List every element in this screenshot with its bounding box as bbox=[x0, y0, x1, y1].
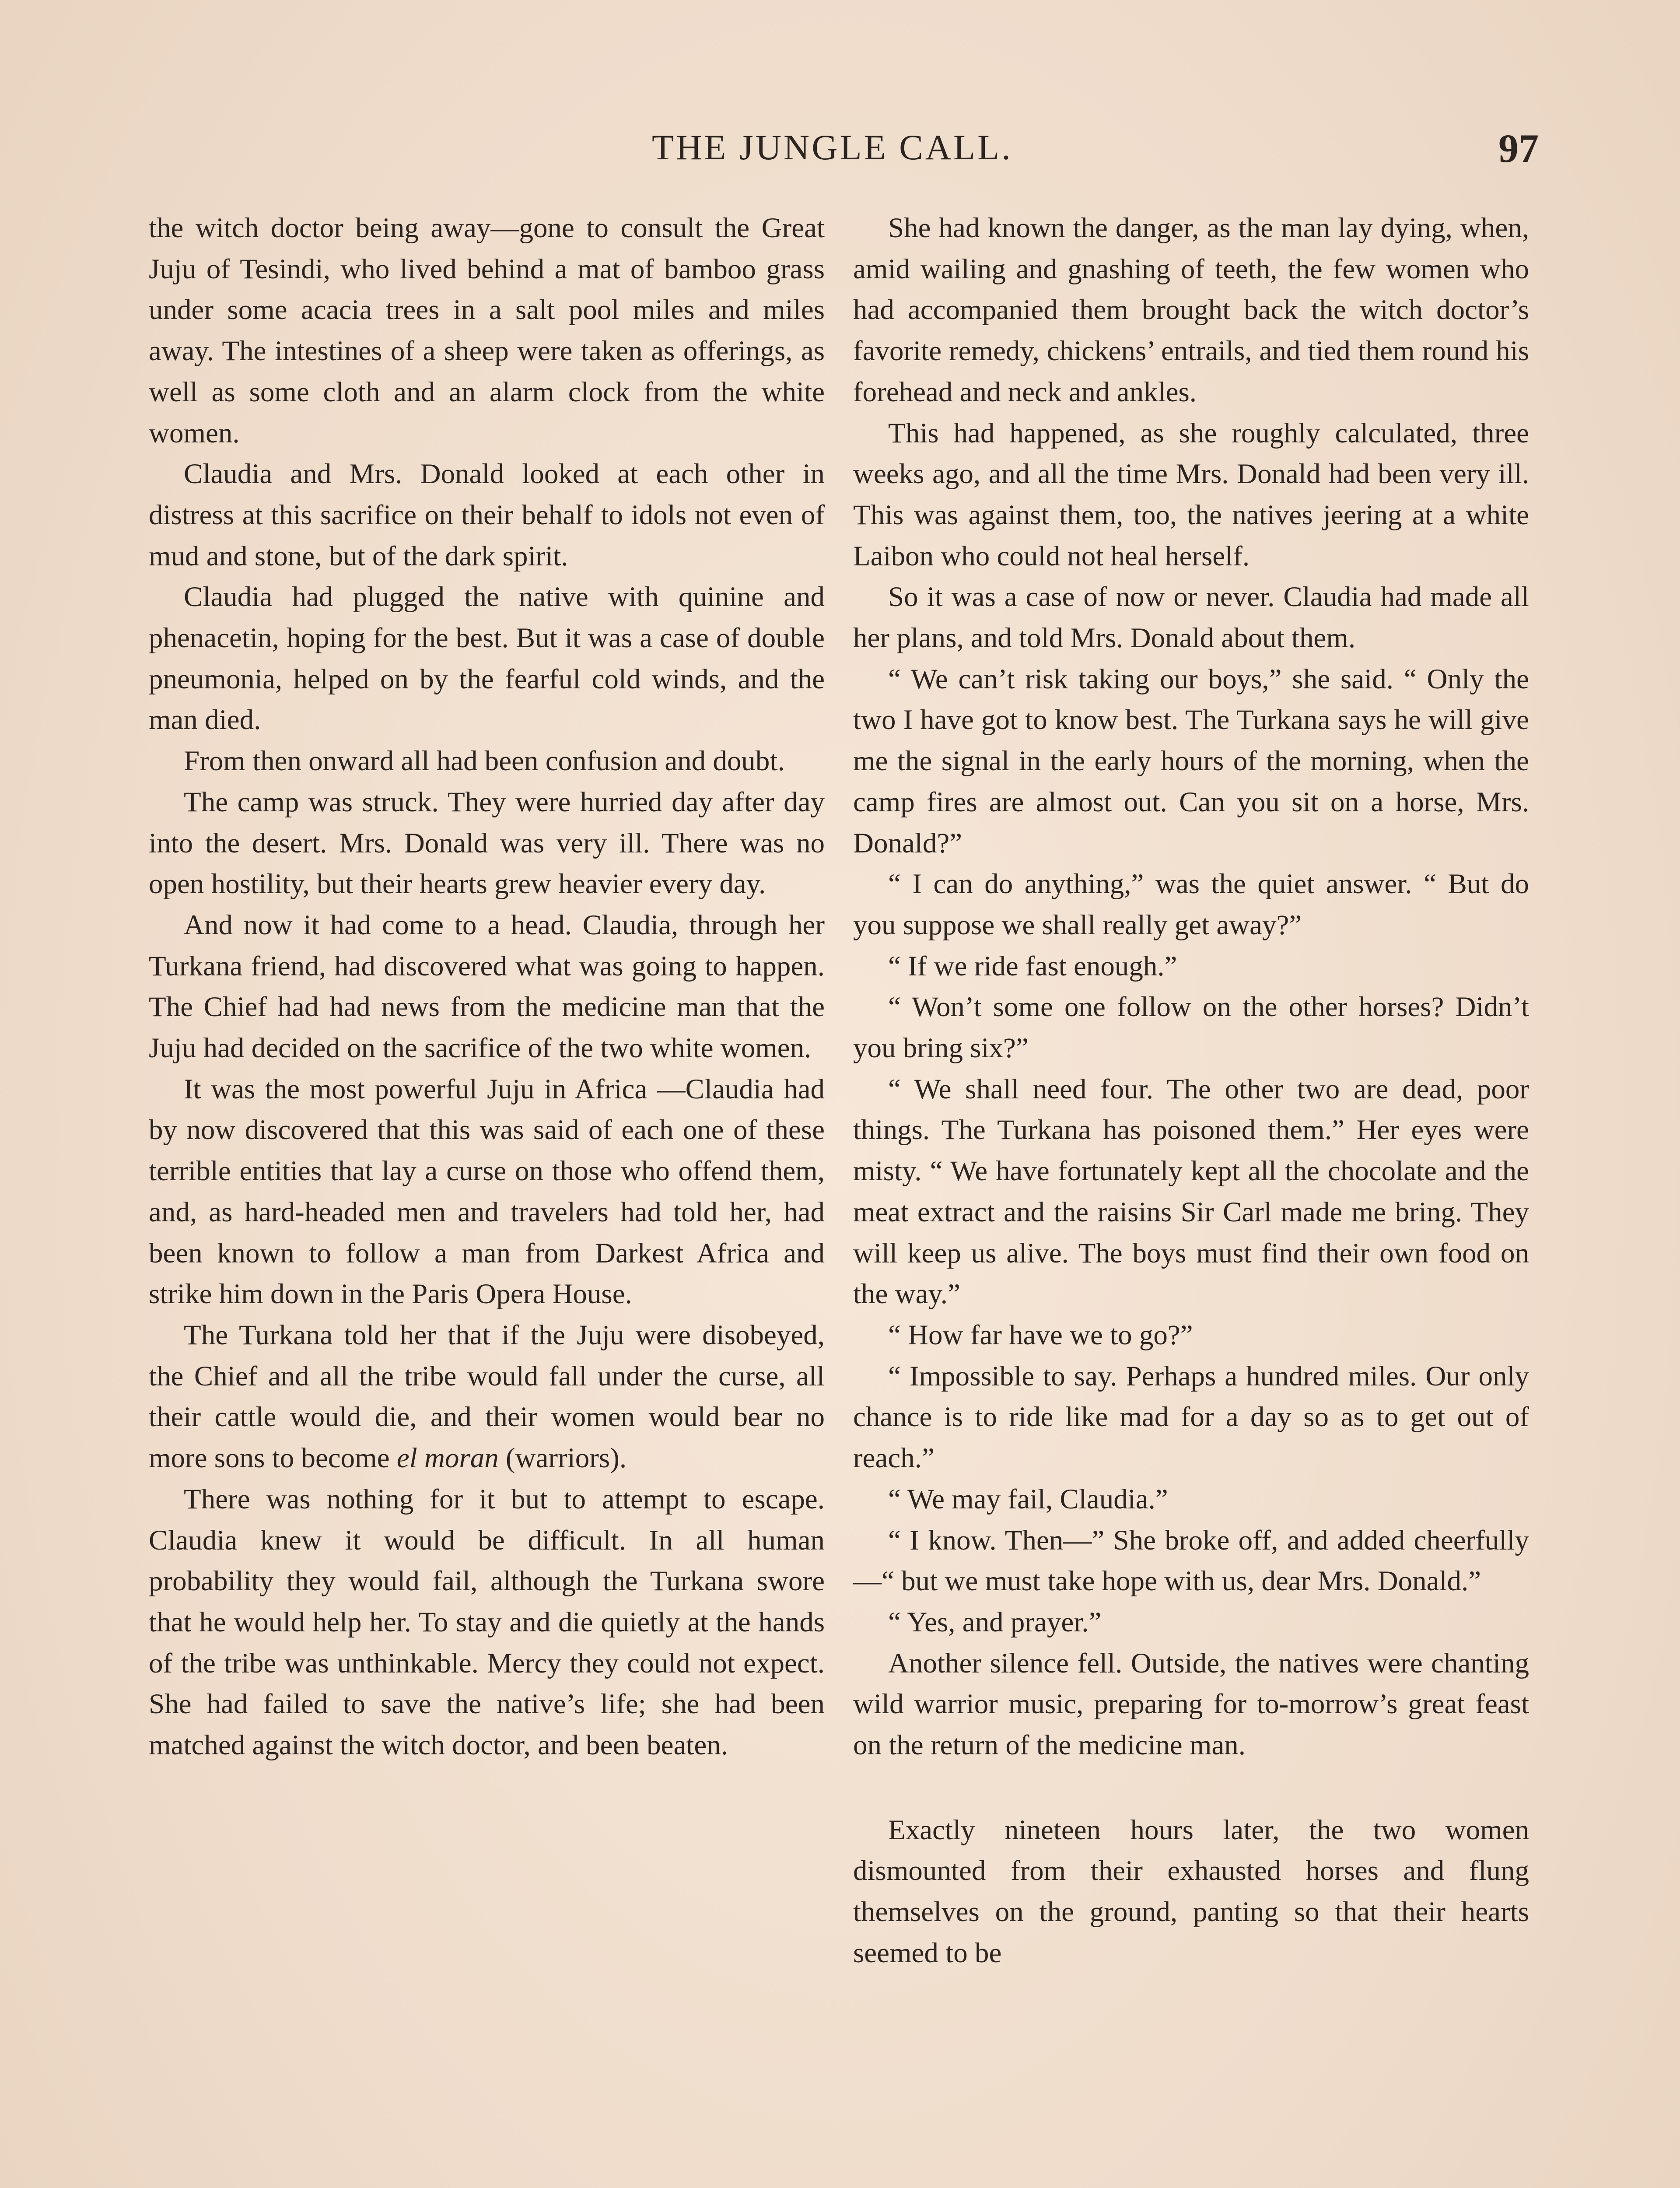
paragraph: “ If we ride fast enough.” bbox=[888, 950, 1177, 982]
paragraph: The camp was struck. They were hurried day after day into the desert. Mrs. Donald was very ill. There was no open hostility, but their hearts grew heavier every day. bbox=[149, 786, 825, 900]
right-text-column bbox=[853, 208, 1529, 1974]
paragraph: “ Impossible to say. Perhaps a hundred miles. Our only chance is to ride like mad for a day so as to get out of reach.” bbox=[853, 1360, 1529, 1474]
paragraph: Another silence fell. Outside, the natives were chanting wild warrior music, preparing for to-morrow’s great feast on the return of the medicine man. bbox=[853, 1647, 1529, 1761]
paragraph: “ We can’t risk taking our boys,” she said. “ Only the two I have got to know best. The Turkana says he will give me the signal in the early hours of the morning, when the camp fires are almost out. Can you sit on a horse, Mrs. Donald?” bbox=[853, 663, 1529, 859]
page-number: 97 bbox=[1498, 126, 1539, 171]
paragraph: Claudia had plugged the native with quinine and phenacetin, hoping for the best. But it was a case of double pneumonia, helped on by the fearful cold winds, and the man died. bbox=[149, 581, 825, 736]
paragraph-text: The Turkana told her that if the Juju were disobeyed, the Chief and all the tribe would fall under the curse, all their cattle would die, and their women would bear no more sons to become bbox=[149, 1319, 825, 1474]
paragraph: There was nothing for it but to attempt to escape. Claudia knew it would be difficult. In all human probability they would fail, although the Turkana swore that he would help her. To stay and die quietly at the hands of the tribe was unthinkable. Mercy they could not expect. She had failed to save the native’s life; she had been matched against the witch doctor, and been beaten. bbox=[149, 1483, 825, 1761]
paragraph: the witch doctor being away—gone to consult the Great Juju of Tesindi, who lived behind a mat of bamboo grass under some acacia trees in a salt pool miles and miles away. The intestines of a sheep were taken as offerings, as well as some cloth and an alarm clock from the white women. bbox=[149, 212, 825, 449]
paragraph: “ Won’t some one follow on the other horses? Didn’t you bring six?” bbox=[853, 991, 1529, 1064]
left-text-column bbox=[149, 208, 825, 1766]
paragraph: “ Yes, and prayer.” bbox=[888, 1606, 1102, 1638]
paragraph: “ I know. Then—” She broke off, and added cheerfully—“ but we must take hope with us, dear Mrs. Donald.” bbox=[853, 1524, 1529, 1597]
paragraph: So it was a case of now or never. Claudia had made all her plans, and told Mrs. Donald about them. bbox=[853, 581, 1529, 654]
paragraph-text: (warriors). bbox=[498, 1442, 627, 1474]
paragraph: Claudia and Mrs. Donald looked at each other in distress at this sacrifice on their behalf to idols not even of mud and stone, but of the dark spirit. bbox=[149, 458, 825, 572]
paragraph: “ We shall need four. The other two are dead, poor things. The Turkana has poisoned them.” Her eyes were misty. “ We have fortunately kept all the chocolate and the meat extract and the raisins Sir Carl made me bring. They will keep us alive. The boys must find their own food on the way.” bbox=[853, 1073, 1529, 1310]
paragraph: This had happened, as she roughly calculated, three weeks ago, and all the time Mrs. Donald had been very ill. This was against them, too, the natives jeering at a white Laibon who could not heal herself. bbox=[853, 417, 1529, 572]
italic-term: el moran bbox=[396, 1442, 499, 1474]
paragraph: And now it had come to a head. Claudia, through her Turkana friend, had discovered what was going to happen. The Chief had had news from the medicine man that the Juju had decided on the sacrifice of the two white women. bbox=[149, 909, 825, 1064]
paragraph: “ We may fail, Claudia.” bbox=[888, 1483, 1168, 1515]
running-title: THE JUNGLE CALL. bbox=[652, 127, 1013, 167]
paragraph: “ I can do anything,” was the quiet answer. “ But do you suppose we shall really get away?” bbox=[853, 868, 1529, 941]
paragraph: “ How far have we to go?” bbox=[888, 1319, 1193, 1351]
paragraph: She had known the danger, as the man lay dying, when, amid wailing and gnashing of teeth, the few women who had accompanied them brought back the witch doctor’s favorite remedy, chickens’ entrails, and tied them round his forehead and neck and ankles. bbox=[853, 212, 1529, 408]
paragraph: Exactly nineteen hours later, the two women dismounted from their exhausted horses and flung themselves on the ground, panting so that their hearts seemed to be bbox=[853, 1814, 1529, 1969]
paragraph: From then onward all had been confusion and doubt. bbox=[184, 745, 785, 777]
paragraph bbox=[149, 1315, 825, 1479]
page-header bbox=[0, 127, 1680, 175]
paragraph: It was the most powerful Juju in Africa —Claudia had by now discovered that this was said of each one of these terrible entities that lay a curse on those who offend them, and, as hard-headed men and travelers had told her, had been known to follow a man from Darkest Africa and strike him down in the Paris Opera House. bbox=[149, 1073, 825, 1310]
